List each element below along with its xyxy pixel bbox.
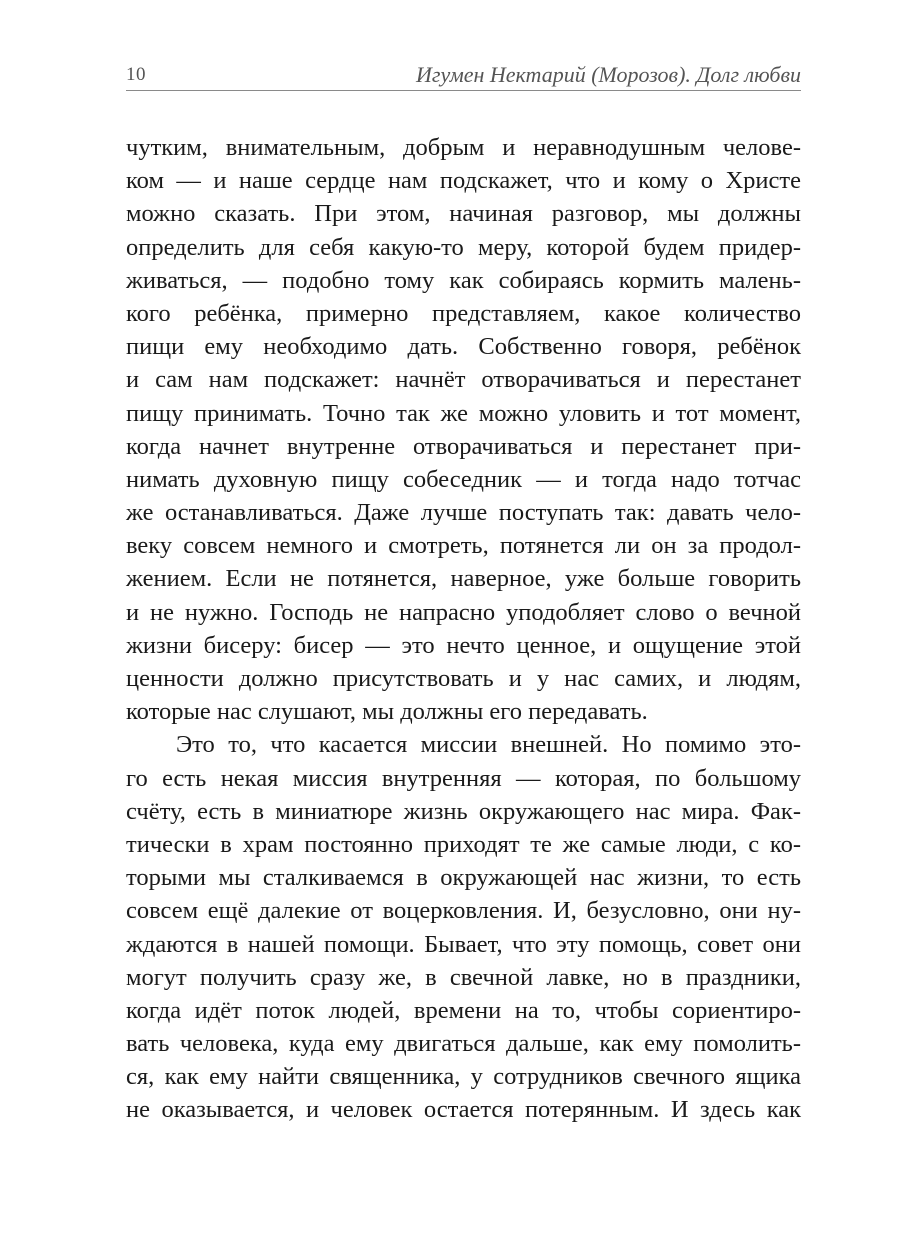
text-line: счёту, есть в миниатюре жизнь окружающего нас мира. Фак- (126, 797, 801, 825)
text-line: пищу принимать. Точно так же можно уловить и тот момент, (126, 399, 801, 427)
page-number: 10 (126, 64, 146, 85)
body-text (126, 131, 801, 1127)
text-line: ком — и наше сердце нам подскажет, что и кому о Христе (126, 167, 801, 195)
text-line: же останавливаться. Даже лучше поступать так: давать чело- (126, 499, 801, 527)
text-line: могут получить сразу же, в свечной лавке, но в праздники, (126, 963, 801, 991)
text-line: ценности должно присутствовать и у нас самих, и людям, (126, 665, 801, 692)
text-line: когда идёт поток людей, времени на то, чтобы сориентиро- (126, 996, 801, 1024)
text-line: жизни бисеру: бисер — это нечто ценное, и ощущение этой (126, 631, 801, 659)
running-header (126, 60, 801, 91)
paragraph-last-line: которые нас слушают, мы должны его передавать. (126, 698, 648, 726)
text-line: нимать духовную пищу собеседник — и тогда надо тотчас (126, 465, 801, 493)
text-line: веку совсем немного и смотреть, потянется ли он за продол- (126, 532, 801, 560)
text-line: и не нужно. Господь не напрасно уподобляет слово о вечной (126, 598, 801, 626)
text-line: ждаются в нашей помощи. Бывает, что эту помощь, совет они (126, 930, 801, 958)
text-line: определить для себя какую-то меру, которой будем придер- (126, 233, 801, 261)
text-line: и сам нам подскажет: начнёт отворачиваться и перестанет (126, 366, 801, 394)
text-line: вать человека, куда ему двигаться дальше, как ему помолить- (126, 1030, 801, 1058)
text-line: ся, как ему найти священника, у сотрудников свечного ящика (126, 1063, 801, 1091)
text-line: тически в храм постоянно приходят те же самые люди, с ко- (126, 830, 801, 858)
paragraph-first-line: Это то, что касается миссии внешней. Но помимо это- (176, 731, 801, 759)
text-line: совсем ещё далекие от воцерковления. И, безусловно, они ну- (126, 897, 801, 925)
text-line: можно сказать. При этом, начиная разговор, мы должны (126, 200, 801, 228)
text-line: не оказывается, и человек остается потерянным. И здесь как (126, 1096, 801, 1124)
text-line: жением. Если не потянется, наверное, уже больше говорить (126, 565, 801, 593)
text-line: когда начнет внутренне отворачиваться и перестанет при- (126, 432, 801, 460)
text-line: го есть некая миссия внутренняя — которая, по большому (126, 764, 801, 792)
text-line: пищи ему необходимо дать. Собственно говоря, ребёнок (126, 333, 801, 361)
text-line: живаться, — подобно тому как собираясь кормить малень- (126, 266, 801, 294)
book-title: Игумен Нектарий (Морозов). Долг любви (416, 62, 801, 87)
text-line: кого ребёнка, примерно представляем, какое количество (126, 299, 801, 327)
text-line: торыми мы сталкиваемся в окружающей нас жизни, то есть (126, 864, 801, 892)
text-line: чутким, внимательным, добрым и неравнодушным челове- (126, 134, 801, 161)
